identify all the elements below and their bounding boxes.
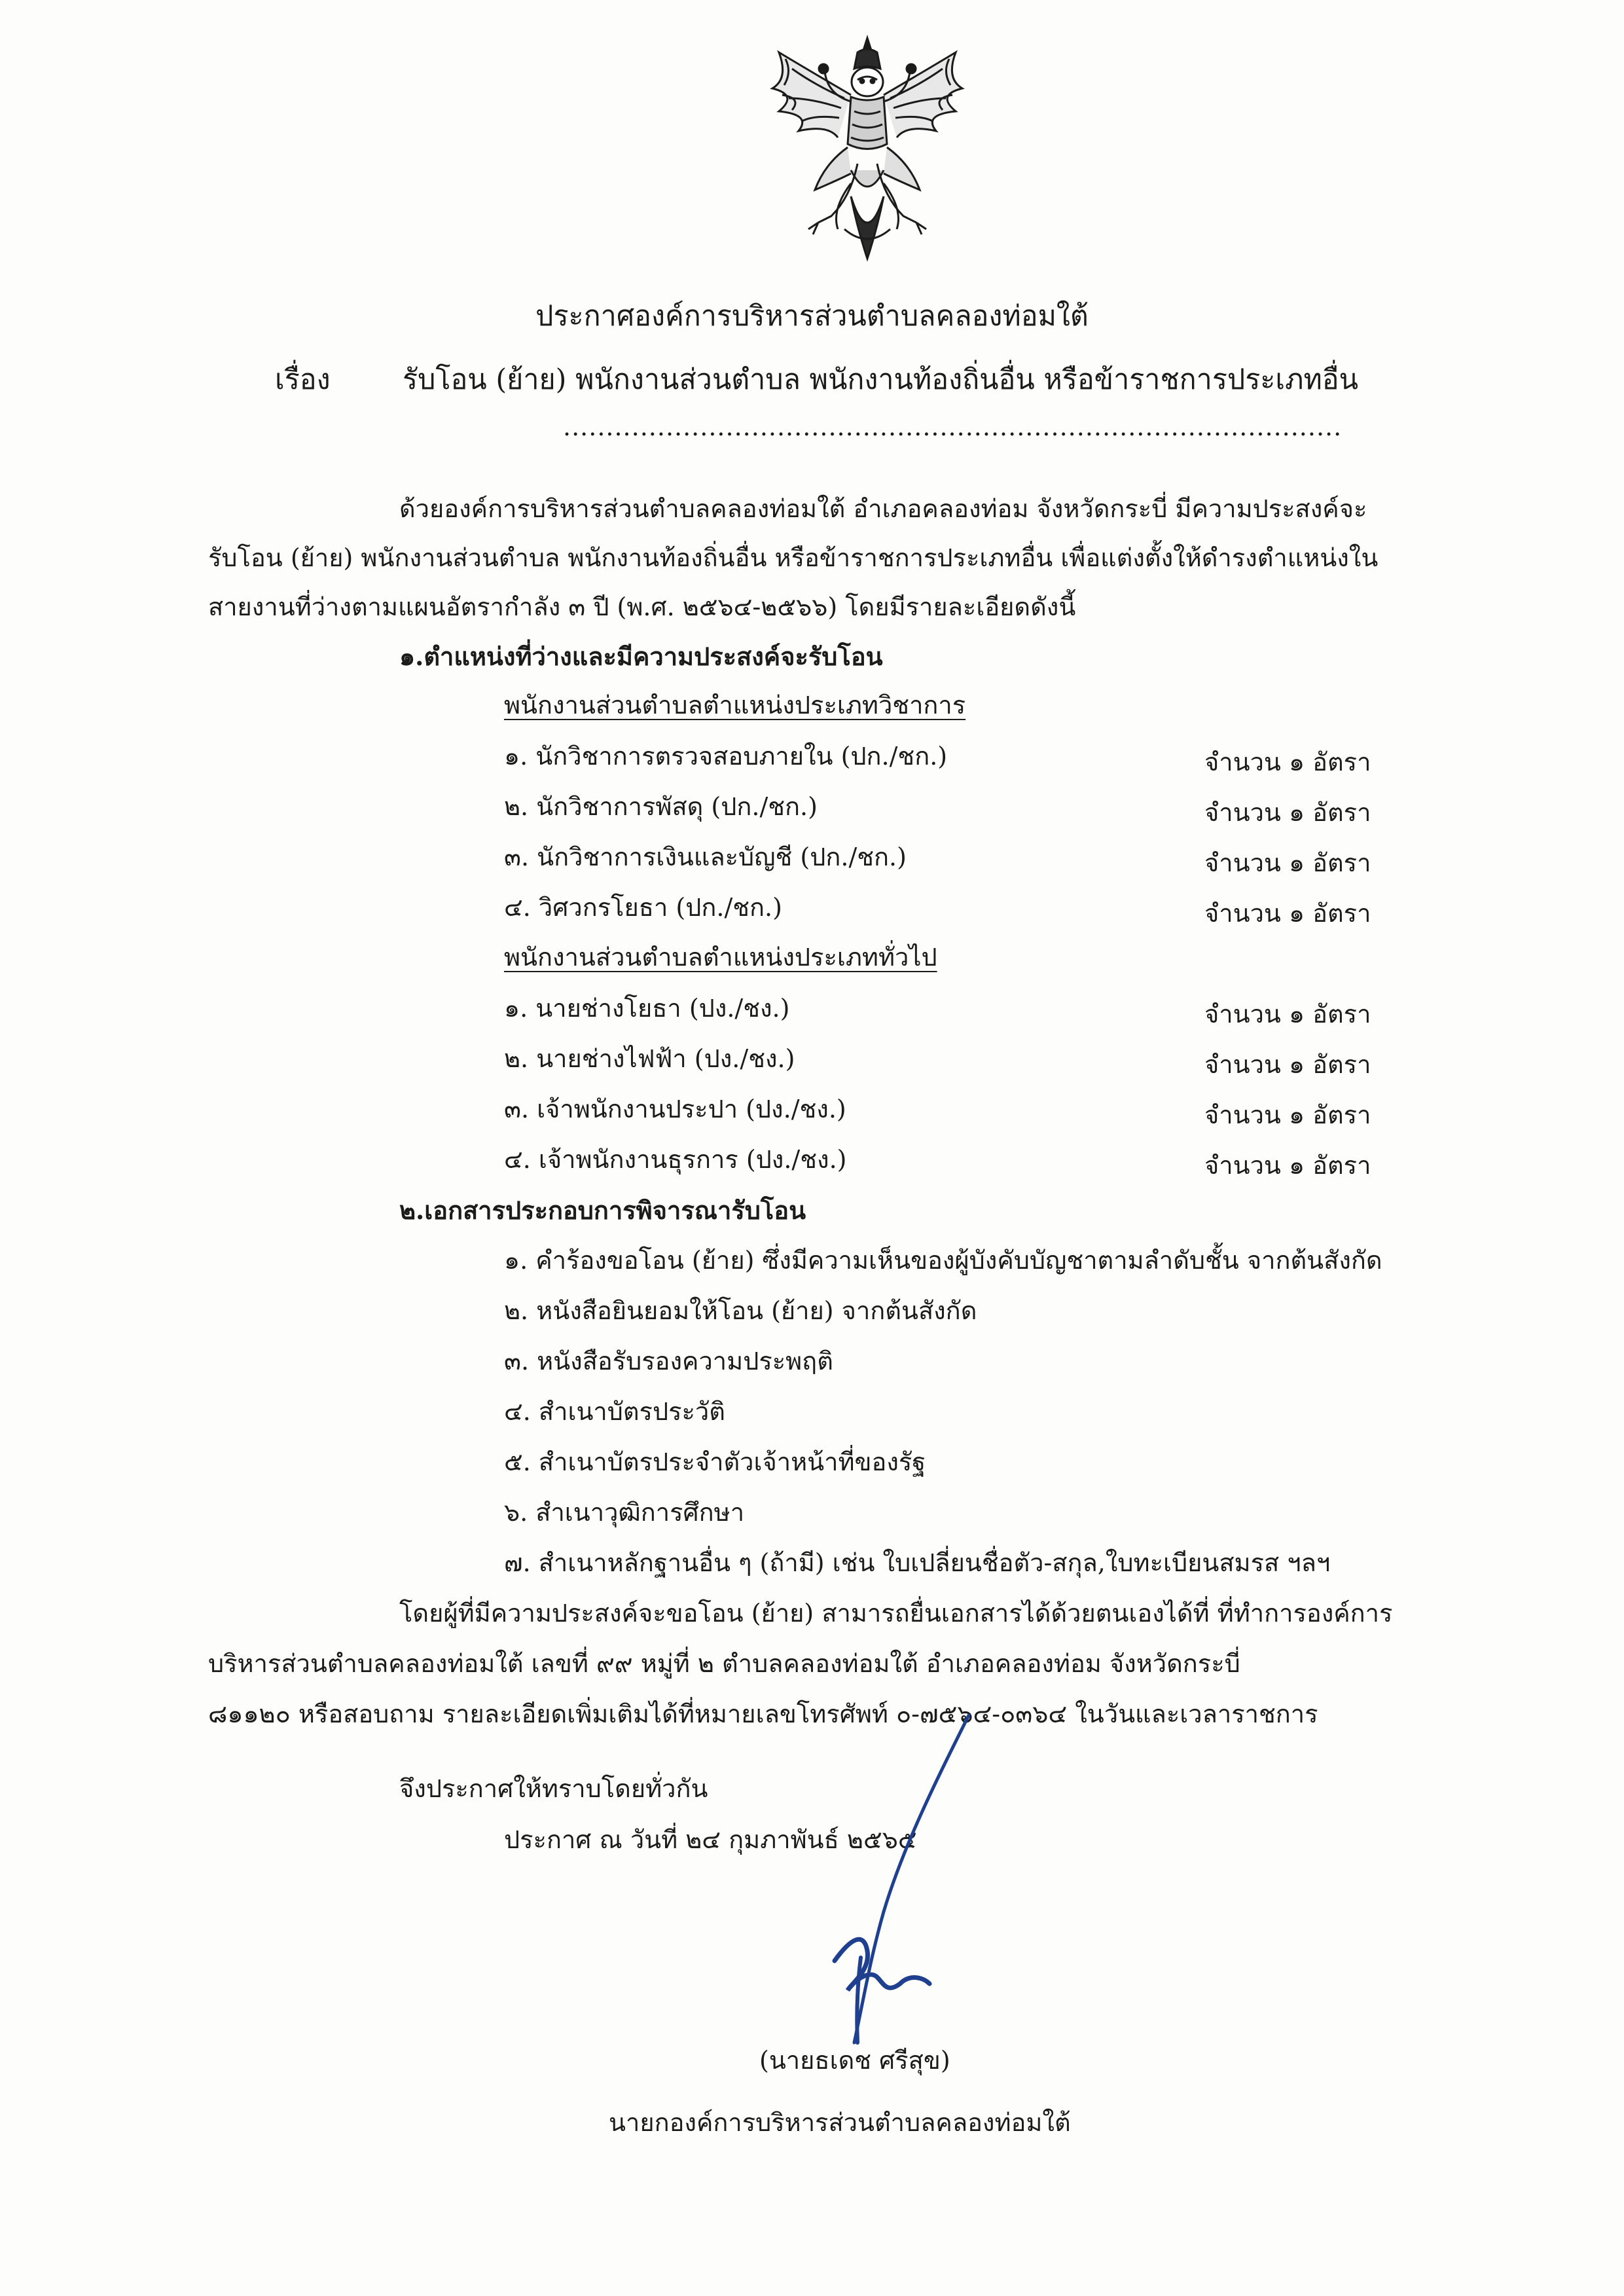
position-item: ๑. นายช่างโยธา (ปง./ชง.) (504, 994, 790, 1023)
document-item: ๒. หนังสือยินยอมให้โอน (ย้าย) จากต้นสังกัด (504, 1296, 977, 1325)
position-item: ๑. นักวิชาการตรวจสอบภายใน (ปก./ชก.) (504, 742, 948, 771)
signer-position: นายกองค์การบริหารส่วนตำบลคลองท่อมใต้ (609, 2108, 1071, 2137)
document-item: ๑. คำร้องขอโอน (ย้าย) ซึ่งมีความเห็นของผู้บังคับบัญชาตามลำดับชั้น จากต้นสังกัด (504, 1246, 1382, 1275)
separator-line: ........................................................................................... (563, 412, 1343, 441)
intro-line-1: ด้วยองค์การบริหารส่วนตำบลคลองท่อมใต้ อำเภอคลองท่อม จังหวัดกระบี่ มีความประสงค์จะ (399, 494, 1367, 523)
position-item: ๓. นักวิชาการเงินและบัญชี (ปก./ชก.) (504, 843, 907, 871)
section-1-heading: ๑.ตำแหน่งที่ว่างและมีความประสงค์จะรับโอน (399, 642, 883, 671)
subject-text: รับโอน (ย้าย) พนักงานส่วนตำบล พนักงานท้องถิ่นอื่น หรือข้าราชการประเภทอื่น (403, 363, 1359, 396)
position-count: จำนวน ๑ อัตรา (1204, 798, 1371, 827)
closing-announce: จึงประกาศให้ทราบโดยทั่วกัน (399, 1774, 708, 1803)
announcement-date: ประกาศ ณ วันที่ ๒๔ กุมภาพันธ์ ๒๕๖๕ (504, 1825, 917, 1854)
signer-name: (นายธเดช ศรีสุข) (759, 2046, 950, 2075)
document-item: ๕. สำเนาบัตรประจำตัวเจ้าหน้าที่ของรัฐ (504, 1448, 926, 1476)
position-count: จำนวน ๑ อัตรา (1204, 748, 1371, 776)
contact-line-1: โดยผู้ที่มีความประสงค์จะขอโอน (ย้าย) สามารถยื่นเอกสารได้ด้วยตนเองได้ที่ ที่ทำการองค์การ (399, 1599, 1393, 1628)
contact-line-2: บริหารส่วนตำบลคลองท่อมใต้ เลขที่ ๙๙ หมู่ที่ ๒ ตำบลคลองท่อมใต้ อำเภอคลองท่อม จังหวัดกระบี่ (208, 1649, 1240, 1678)
position-item: ๓. เจ้าพนักงานประปา (ปง./ชง.) (504, 1095, 846, 1123)
garuda-emblem-icon (753, 33, 982, 268)
document-item: ๓. หนังสือรับรองความประพฤติ (504, 1347, 833, 1376)
handwritten-signature (772, 1702, 1034, 2069)
position-item: ๔. วิศวกรโยธา (ปก./ชก.) (504, 893, 782, 922)
group-academic-title: พนักงานส่วนตำบลตำแหน่งประเภทวิชาการ (504, 691, 966, 720)
position-item: ๒. นายช่างไฟฟ้า (ปง./ชง.) (504, 1044, 795, 1073)
position-count: จำนวน ๑ อัตรา (1204, 1151, 1371, 1180)
position-count: จำนวน ๑ อัตรา (1204, 848, 1371, 877)
group-general-title: พนักงานส่วนตำบลตำแหน่งประเภททั่วไป (504, 943, 937, 972)
intro-line-3: สายงานที่ว่างตามแผนอัตรากำลัง ๓ ปี (พ.ศ. ๒๕๖๔-๒๕๖๖) โดยมีรายละเอียดดังนี้ (208, 592, 1076, 621)
announcement-title: ประกาศองค์การบริหารส่วนตำบลคลองท่อมใต้ (535, 300, 1089, 333)
subject-label: เรื่อง (275, 363, 331, 396)
position-item: ๒. นักวิชาการพัสดุ (ปก./ชก.) (504, 792, 818, 821)
position-count: จำนวน ๑ อัตรา (1204, 1101, 1371, 1129)
intro-line-2: รับโอน (ย้าย) พนักงานส่วนตำบล พนักงานท้องถิ่นอื่น หรือข้าราชการประเภทอื่น เพื่อแต่งตั้งให้ดำรงตำแหน่งใน (208, 543, 1379, 572)
contact-line-3: ๘๑๑๒๐ หรือสอบถาม รายละเอียดเพิ่มเติมได้ที่หมายเลขโทรศัพท์ ๐-๗๕๖๔-๐๓๖๔ ในวันและเวลาราชการ (208, 1700, 1318, 1728)
document-item: ๖. สำเนาวุฒิการศึกษา (504, 1498, 745, 1527)
section-2-heading: ๒.เอกสารประกอบการพิจารณารับโอน (399, 1195, 806, 1225)
position-count: จำนวน ๑ อัตรา (1204, 1000, 1371, 1029)
document-item: ๔. สำเนาบัตรประวัติ (504, 1397, 725, 1426)
position-count: จำนวน ๑ อัตรา (1204, 899, 1371, 928)
position-item: ๔. เจ้าพนักงานธุรการ (ปง./ชง.) (504, 1145, 847, 1174)
position-count: จำนวน ๑ อัตรา (1204, 1050, 1371, 1079)
document-item: ๗. สำเนาหลักฐานอื่น ๆ (ถ้ามี) เช่น ใบเปลี่ยนชื่อตัว-สกุล,ใบทะเบียนสมรส ฯลฯ (504, 1548, 1331, 1577)
